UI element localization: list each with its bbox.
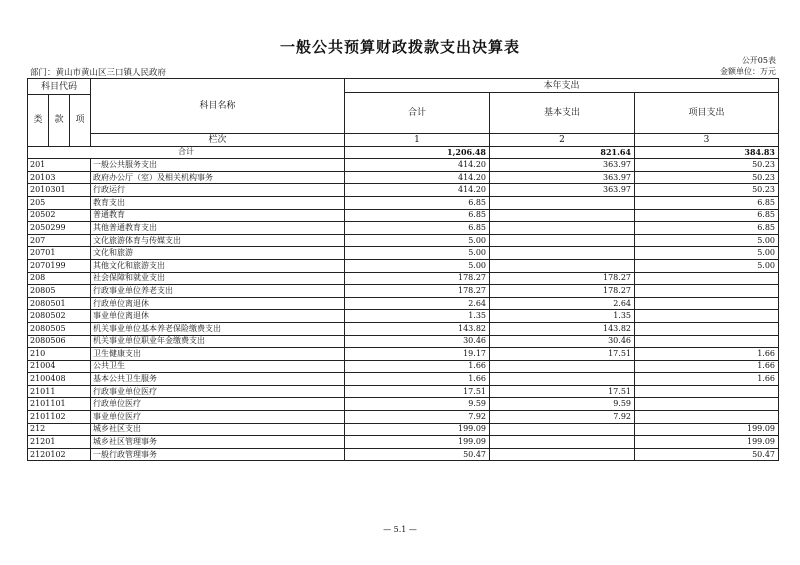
row-total: 178.27 (345, 285, 490, 298)
row-project (635, 272, 779, 285)
row-project (635, 310, 779, 323)
row-basic (490, 259, 635, 272)
row-code: 20502 (28, 209, 91, 222)
table-row (28, 385, 779, 398)
table-row (28, 209, 779, 222)
row-total: 178.27 (345, 272, 490, 285)
row-basic: 17.51 (490, 348, 635, 361)
row-name: 城乡社区管理事务 (91, 436, 345, 449)
row-project: 50.23 (635, 171, 779, 184)
row-total: 30.46 (345, 335, 490, 348)
row-basic: 363.97 (490, 171, 635, 184)
row-basic (490, 222, 635, 235)
header-kuan: 款 (49, 95, 70, 147)
total-row (28, 146, 779, 159)
header-name: 科目名称 (91, 79, 345, 134)
row-basic: 178.27 (490, 272, 635, 285)
row-code: 2120102 (28, 448, 91, 461)
row-code: 21004 (28, 360, 91, 373)
row-name: 其他文化和旅游支出 (91, 259, 345, 272)
row-code: 20805 (28, 285, 91, 298)
header-basic: 基本支出 (490, 93, 635, 134)
row-name: 一般公共服务支出 (91, 159, 345, 172)
row-project: 6.85 (635, 196, 779, 209)
table-row (28, 423, 779, 436)
row-total: 5.00 (345, 259, 490, 272)
row-code: 21201 (28, 436, 91, 449)
row-total: 199.09 (345, 423, 490, 436)
page-footer: — 5.1 — (383, 525, 417, 534)
row-basic (490, 209, 635, 222)
row-name: 行政事业单位医疗 (91, 385, 345, 398)
table-row (28, 171, 779, 184)
row-basic (490, 373, 635, 386)
row-basic: 7.92 (490, 411, 635, 424)
row-basic (490, 360, 635, 373)
table-row (28, 247, 779, 260)
row-basic: 30.46 (490, 335, 635, 348)
row-project: 6.85 (635, 209, 779, 222)
row-code: 2080506 (28, 335, 91, 348)
row-code: 2080502 (28, 310, 91, 323)
row-name: 一般行政管理事务 (91, 448, 345, 461)
row-name: 政府办公厅（室）及相关机构事务 (91, 171, 345, 184)
row-total: 1.66 (345, 373, 490, 386)
row-code: 201 (28, 159, 91, 172)
form-number: 公开05表 (741, 56, 776, 65)
row-project: 50.47 (635, 448, 779, 461)
table-row (28, 348, 779, 361)
row-name: 社会保障和就业支出 (91, 272, 345, 285)
table-row (28, 184, 779, 197)
table-row (28, 159, 779, 172)
row-project: 5.00 (635, 259, 779, 272)
unit-label: 金额单位：万元 (720, 67, 776, 76)
row-total: 414.20 (345, 184, 490, 197)
row-total: 143.82 (345, 322, 490, 335)
row-project: 1.66 (635, 373, 779, 386)
header-current-year: 本年支出 (345, 79, 779, 93)
row-total: 199.09 (345, 436, 490, 449)
row-total: 9.59 (345, 398, 490, 411)
expenditure-table (27, 78, 779, 461)
header-xiang: 项 (70, 95, 91, 147)
row-name: 机关事业单位基本养老保险缴费支出 (91, 322, 345, 335)
row-code: 212 (28, 423, 91, 436)
row-total: 1.35 (345, 310, 490, 323)
row-total: 7.92 (345, 411, 490, 424)
row-total: 2.64 (345, 297, 490, 310)
header-project: 项目支出 (635, 93, 779, 134)
row-basic (490, 436, 635, 449)
total-label: 合计 (28, 146, 345, 159)
row-basic (490, 196, 635, 209)
row-name: 城乡社区支出 (91, 423, 345, 436)
row-project: 5.00 (635, 234, 779, 247)
row-code: 2010301 (28, 184, 91, 197)
row-name: 行政运行 (91, 184, 345, 197)
row-name: 公共卫生 (91, 360, 345, 373)
row-code: 207 (28, 234, 91, 247)
table-row (28, 335, 779, 348)
row-project: 199.09 (635, 436, 779, 449)
table-row (28, 360, 779, 373)
row-project: 1.66 (635, 348, 779, 361)
row-project (635, 285, 779, 298)
row-code: 2070199 (28, 259, 91, 272)
row-project (635, 385, 779, 398)
row-code: 2050299 (28, 222, 91, 235)
row-basic: 143.82 (490, 322, 635, 335)
header-lanci: 栏次 (91, 134, 345, 147)
row-basic (490, 448, 635, 461)
row-basic: 363.97 (490, 184, 635, 197)
row-name: 行政单位离退休 (91, 297, 345, 310)
row-project (635, 411, 779, 424)
row-name: 卫生健康支出 (91, 348, 345, 361)
total-total: 1,206.48 (345, 146, 490, 159)
department-label: 部门：黄山市黄山区三口镇人民政府 (30, 68, 167, 78)
row-name: 教育支出 (91, 196, 345, 209)
row-code: 2080505 (28, 322, 91, 335)
row-name: 事业单位离退休 (91, 310, 345, 323)
row-basic: 17.51 (490, 385, 635, 398)
total-project: 384.83 (635, 146, 779, 159)
row-name: 行政单位医疗 (91, 398, 345, 411)
header-code: 科目代码 (28, 79, 91, 95)
table-row (28, 222, 779, 235)
row-total: 6.85 (345, 196, 490, 209)
row-project: 6.85 (635, 222, 779, 235)
row-name: 普通教育 (91, 209, 345, 222)
row-code: 2101101 (28, 398, 91, 411)
table-row (28, 285, 779, 298)
row-total: 1.66 (345, 360, 490, 373)
header-total: 合计 (345, 93, 490, 134)
row-total: 5.00 (345, 247, 490, 260)
header-col3: 3 (635, 134, 779, 147)
row-project (635, 335, 779, 348)
row-code: 210 (28, 348, 91, 361)
row-basic (490, 247, 635, 260)
row-total: 5.00 (345, 234, 490, 247)
header-col1: 1 (345, 134, 490, 147)
row-code: 20103 (28, 171, 91, 184)
table-row (28, 448, 779, 461)
row-project (635, 297, 779, 310)
row-name: 机关事业单位职业年金缴费支出 (91, 335, 345, 348)
row-name: 文化旅游体育与传媒支出 (91, 234, 345, 247)
page-title: 一般公共预算财政拨款支出决算表 (279, 38, 520, 56)
row-basic (490, 423, 635, 436)
row-code: 208 (28, 272, 91, 285)
row-project: 199.09 (635, 423, 779, 436)
table-row (28, 373, 779, 386)
row-project (635, 398, 779, 411)
row-project (635, 322, 779, 335)
table-row (28, 322, 779, 335)
row-name: 其他普通教育支出 (91, 222, 345, 235)
row-project: 5.00 (635, 247, 779, 260)
table-row (28, 196, 779, 209)
row-code: 2100408 (28, 373, 91, 386)
header-lei: 类 (28, 95, 49, 147)
header-col2: 2 (490, 134, 635, 147)
table-row (28, 297, 779, 310)
row-code: 205 (28, 196, 91, 209)
table-row (28, 310, 779, 323)
row-basic: 363.97 (490, 159, 635, 172)
table-row (28, 398, 779, 411)
table-row (28, 411, 779, 424)
row-name: 文化和旅游 (91, 247, 345, 260)
row-basic: 2.64 (490, 297, 635, 310)
row-total: 414.20 (345, 159, 490, 172)
row-total: 50.47 (345, 448, 490, 461)
row-project: 50.23 (635, 159, 779, 172)
row-total: 414.20 (345, 171, 490, 184)
row-basic: 9.59 (490, 398, 635, 411)
row-basic (490, 234, 635, 247)
table-row (28, 436, 779, 449)
row-total: 19.17 (345, 348, 490, 361)
row-project: 50.23 (635, 184, 779, 197)
row-code: 21011 (28, 385, 91, 398)
row-project: 1.66 (635, 360, 779, 373)
table-row (28, 259, 779, 272)
total-basic: 821.64 (490, 146, 635, 159)
row-basic: 178.27 (490, 285, 635, 298)
table-row (28, 234, 779, 247)
table-row (28, 272, 779, 285)
row-name: 基本公共卫生服务 (91, 373, 345, 386)
row-code: 2101102 (28, 411, 91, 424)
row-name: 事业单位医疗 (91, 411, 345, 424)
row-code: 2080501 (28, 297, 91, 310)
row-basic: 1.35 (490, 310, 635, 323)
row-code: 20701 (28, 247, 91, 260)
row-total: 17.51 (345, 385, 490, 398)
row-name: 行政事业单位养老支出 (91, 285, 345, 298)
row-total: 6.85 (345, 209, 490, 222)
row-total: 6.85 (345, 222, 490, 235)
